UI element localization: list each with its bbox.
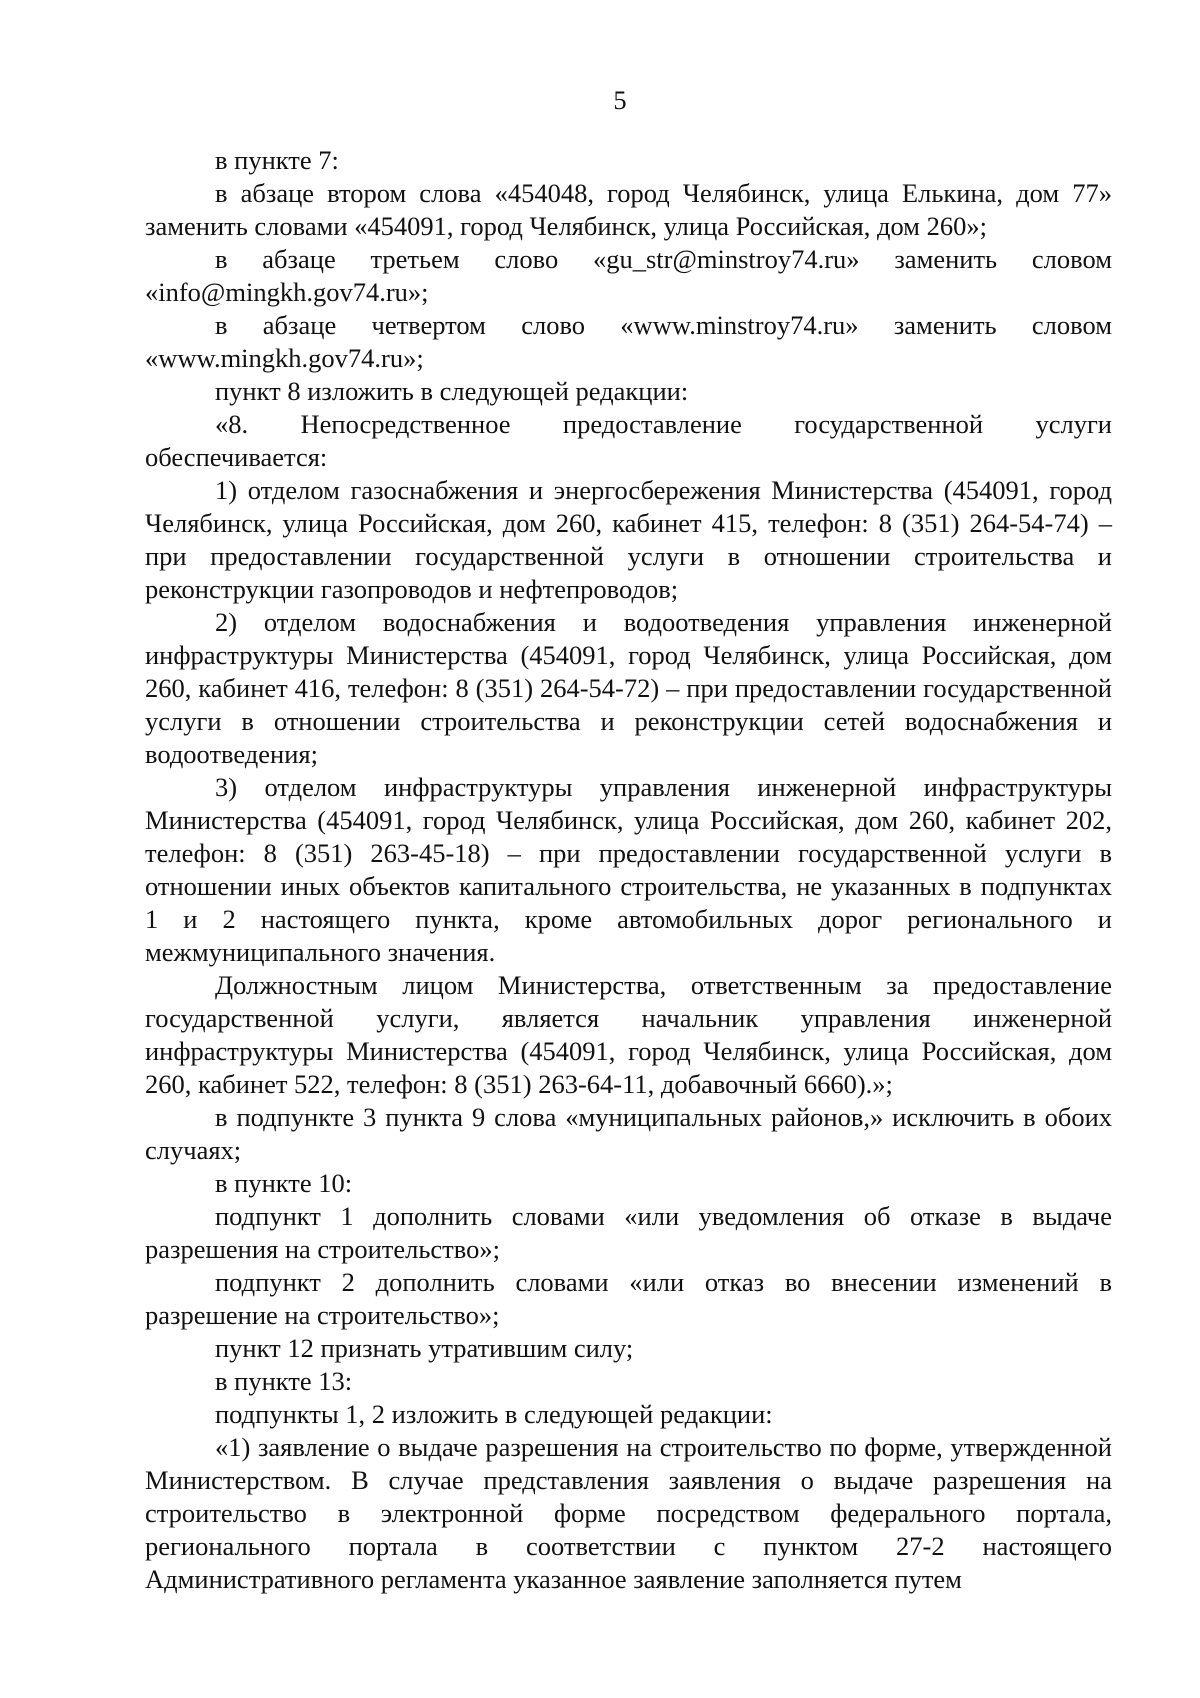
- paragraph-amend-email: в абзаце третьем слово «gu_str@minstroy74.ru» заменить словом «info@mingkh.gov74.ru»;: [145, 244, 1112, 307]
- paragraph-point-13-sub-1-text: «1) заявление о выдаче разрешения на строительство по форме, утвержденной Министерством. В случае представления заявления о выдаче разрешения на строительство в электронной форме посредством федерального портала, регионального портала в соответствии с пунктом 27-2 настоящего Административного регламента указанное заявление заполняется путем: [145, 1432, 1112, 1594]
- document-body: [145, 144, 1112, 1596]
- page-number: 5: [613, 85, 627, 115]
- paragraph-responsible-official: Должностным лицом Министерства, ответственным за предоставление государственной услуги, является начальник управления инженерной инфраструктуры Министерства (454091, город Челябинск, улица Российская, дом 260, кабинет 522, телефон: 8 (351) 263-64-11, добавочный 6660).»;: [145, 970, 1112, 1099]
- paragraph-point-8-intro: «8. Непосредственное предоставление государственной услуги обеспечивается:: [145, 409, 1112, 472]
- paragraph-point-9-amend: в подпункте 3 пункта 9 слова «муниципальных районов,» исключить в обоих случаях;: [145, 1102, 1112, 1165]
- paragraph-point-13-subpoints: подпункты 1, 2 изложить в следующей редакции:: [215, 1399, 773, 1429]
- paragraph-point-13-heading: в пункте 13:: [215, 1366, 353, 1396]
- paragraph-subpoint-3-infrastructure: 3) отделом инфраструктуры управления инженерной инфраструктуры Министерства (454091, город Челябинск, улица Российская, дом 260, кабинет 202, телефон: 8 (351) 263-45-18) – при предоставлении государственной услуги в отношении иных объектов капитального строительства, не указанных в подпунктах 1 и 2 настоящего пункта, кроме автомобильных дорог регионального и межмуниципального значения.: [145, 772, 1112, 967]
- paragraph-point-8-heading: пункт 8 изложить в следующей редакции:: [215, 376, 689, 406]
- paragraph-point-10-sub-1: подпункт 1 дополнить словами «или уведомления об отказе в выдаче разрешения на строительство»;: [145, 1201, 1112, 1264]
- paragraph-point-10-sub-2: подпункт 2 дополнить словами «или отказ во внесении изменений в разрешение на строительство»;: [145, 1267, 1112, 1330]
- paragraph-subpoint-2-water: 2) отделом водоснабжения и водоотведения управления инженерной инфраструктуры Министерства (454091, город Челябинск, улица Российская, дом 260, кабинет 416, телефон: 8 (351) 264-54-72) – при предоставлении государственной услуги в отношении строительства и реконструкции сетей водоснабжения и водоотведения;: [145, 607, 1112, 769]
- paragraph-amend-website: в абзаце четвертом слово «www.minstroy74.ru» заменить словом «www.mingkh.gov74.ru»;: [145, 310, 1112, 373]
- paragraph-point-10-heading: в пункте 10:: [215, 1168, 353, 1198]
- paragraph-subpoint-1-gas: 1) отделом газоснабжения и энергосбережения Министерства (454091, город Челябинск, улица Российская, дом 260, кабинет 415, телефон: 8 (351) 264-54-74) – при предоставлении государственной услуги в отношении строительства и реконструкции газопроводов и нефтепроводов;: [145, 475, 1112, 604]
- paragraph-point-7-heading: в пункте 7:: [215, 145, 339, 175]
- paragraph-amend-address: в абзаце втором слова «454048, город Челябинск, улица Елькина, дом 77» заменить словами «454091, город Челябинск, улица Российская, дом 260»;: [145, 178, 1112, 241]
- paragraph-point-12-void: пункт 12 признать утратившим силу;: [215, 1333, 634, 1363]
